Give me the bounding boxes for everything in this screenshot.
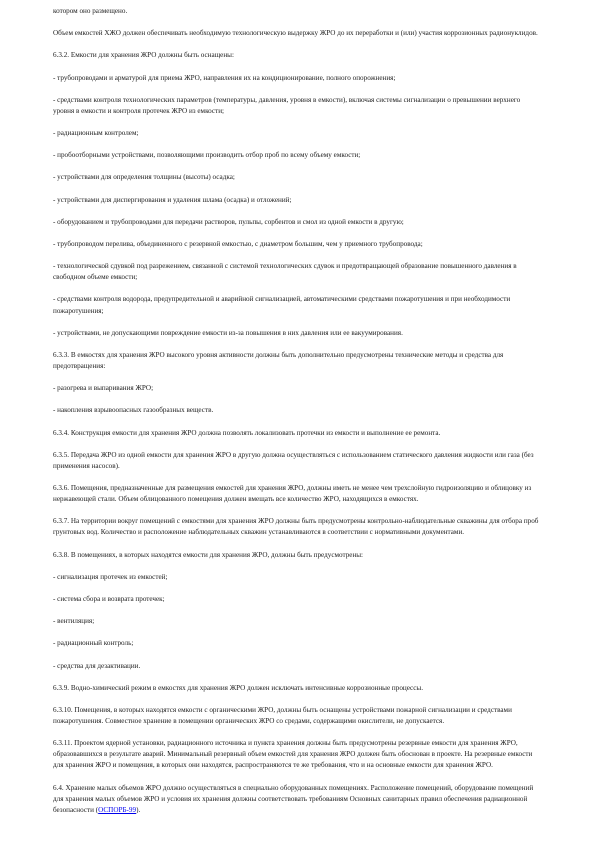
paragraph-6-4 <box>53 783 541 816</box>
paragraph-6-3-4: 6.3.4. Конструкция емкости для хранения ЖРО должна позволять локализовать протечки из емкости и выполнение ее ремонта. <box>53 428 441 437</box>
paragraph-6-4-text: 6.4. Хранение малых объемов ЖРО должно осуществляться в специально оборудованных помещениях. Расположение помещений, оборудование помещений для хранения малых объемов ЖРО и условия их хранения должны соответствовать требованиям Основных санитарных правил обеспечения радиационной безопасности ( <box>53 783 534 814</box>
paragraph-6-3-9: 6.3.9. Водно-химический режим в емкостях для хранения ЖРО должен исключать интенсивные коррозионные процессы. <box>53 683 423 692</box>
list-item-vent-blowoff: - технологической сдувкой под разрежением, связанной с системой технологических сдувок и предотвращающей образование повышенного давления в свободном объеме емкости; <box>53 262 517 282</box>
list-item-samplers: - пробоотборными устройствами, позволяющими производить отбор проб по всему объему емкости; <box>53 151 361 160</box>
paragraph-6-3-2: 6.3.2. Емкости для хранения ЖРО должны быть оснащены: <box>53 51 234 60</box>
paragraph-6-3-3: 6.3.3. В емкостях для хранения ЖРО высокого уровня активности должны быть дополнительно предусмотрены технические методы и средства для предотвращения: <box>53 350 504 370</box>
list-item-leak-alarm: - сигнализация протечек из емкостей; <box>53 572 168 581</box>
list-item-overflow-pipe: - трубопроводом перелива, объединенного с резервной емкостью, с диаметром большим, чем у приемного трубопровода; <box>53 239 423 248</box>
paragraph-6-4-tail: ). <box>136 805 141 814</box>
list-item-radiation-control: - радиационным контролем; <box>53 129 139 138</box>
list-item-pressure-protection: - устройствами, не допускающими повреждение емкости из-за повышения в них давления или ее вакуумирования. <box>53 328 403 337</box>
document-page <box>53 6 541 816</box>
ospor-link[interactable]: ОСПОРБ-99 <box>98 805 137 814</box>
paragraph-6-3-7: 6.3.7. На территории вокруг помещений с емкостями для хранения ЖРО должны быть предусмотрены контрольно-наблюдательные скважины для отбора проб грунтовых вод. Количество и расположение наблюдательных скважин устанавливаются в соответствии с нормативными документами. <box>53 517 539 537</box>
paragraph-6-3-5: 6.3.5. Передача ЖРО из одной емкости для хранения ЖРО в другую должна осуществляться с использованием статического давления жидкости или газа (без применения насосов). <box>53 450 534 470</box>
list-item-decontamination: - средства для дезактивации. <box>53 661 141 670</box>
list-item-leak-return: - система сбора и возврата протечек; <box>53 594 165 603</box>
list-item-explosive-gases: - накопления взрывоопасных газообразных веществ. <box>53 406 214 415</box>
list-item-sediment-gauge: - устройствами для определения толщины (высоты) осадка; <box>53 173 235 182</box>
paragraph-6-3-6: 6.3.6. Помещения, предназначенные для размещения емкостей для хранения ЖРО, должны иметь не менее чем трехслойную гидроизоляцию и облицовку из нержавеющей стали. Объем облицованного помещения должен вмещать все количество ЖРО, находящихся в емкостях. <box>53 484 532 504</box>
list-item-overheating: - разогрева и выпаривания ЖРО; <box>53 384 154 393</box>
paragraph-6-3-10: 6.3.10. Помещения, в которых находятся емкости с органическими ЖРО, должны быть оснащены устройствами пожарной сигнализации и средствами пожаротушения. Совместное хранение в помещении органических ЖРО со средами, содержащими окислители, не допускается. <box>53 705 512 725</box>
list-item-room-radiation-control: - радиационный контроль; <box>53 639 134 648</box>
list-item-ventilation: - вентиляция; <box>53 617 95 626</box>
paragraph-capacity: Объем емкостей ХЖО должен обеспечивать необходимую технологическую выдержку ЖРО до их переработки и (или) участия коррозионных радионуклидов. <box>53 29 538 38</box>
list-item-process-control: - средствами контроля технологических параметров (температуры, давления, уровня в емкости), включая системы сигнализации о превышении верхнего уровня в емкости и контроля протечек ЖРО из емкости; <box>53 95 521 115</box>
list-item-sludge-removal: - устройствами для диспергирования и удаления шлама (осадка) и отложений; <box>53 195 292 204</box>
list-item-pipelines: - трубопроводами и арматурой для приема ЖРО, направления их на кондиционирование, полного опорожнения; <box>53 73 396 82</box>
paragraph-intro-tail: котором оно размещено. <box>53 7 128 15</box>
list-item-hydrogen-control: - средствами контроля водорода, предупредительной и аварийной сигнализацией, автоматическими средствами пожаротушения и при необходимости пожаротушения; <box>53 295 511 315</box>
paragraph-6-3-11: 6.3.11. Проектом ядерной установки, радиационного источника и пункта хранения должны быть предусмотрены резервные емкости для хранения ЖРО, образовавшихся в результате аварий. Минимальный резервный объем емкостей для хранения ЖРО должен быть обоснован в проекте. На резервные емкости для хранения ЖРО и помещения, в которых они находятся, распространяются те же требования, что и на основные емкости для хранения ЖРО. <box>53 739 533 770</box>
list-item-transfer-equipment: - оборудованием и трубопроводами для передачи растворов, пульпы, сорбентов и смол из одной емкости в другую; <box>53 217 404 226</box>
paragraph-6-3-8: 6.3.8. В помещениях, в которых находятся емкости для хранения ЖРО, должны быть предусмотрены: <box>53 550 364 559</box>
